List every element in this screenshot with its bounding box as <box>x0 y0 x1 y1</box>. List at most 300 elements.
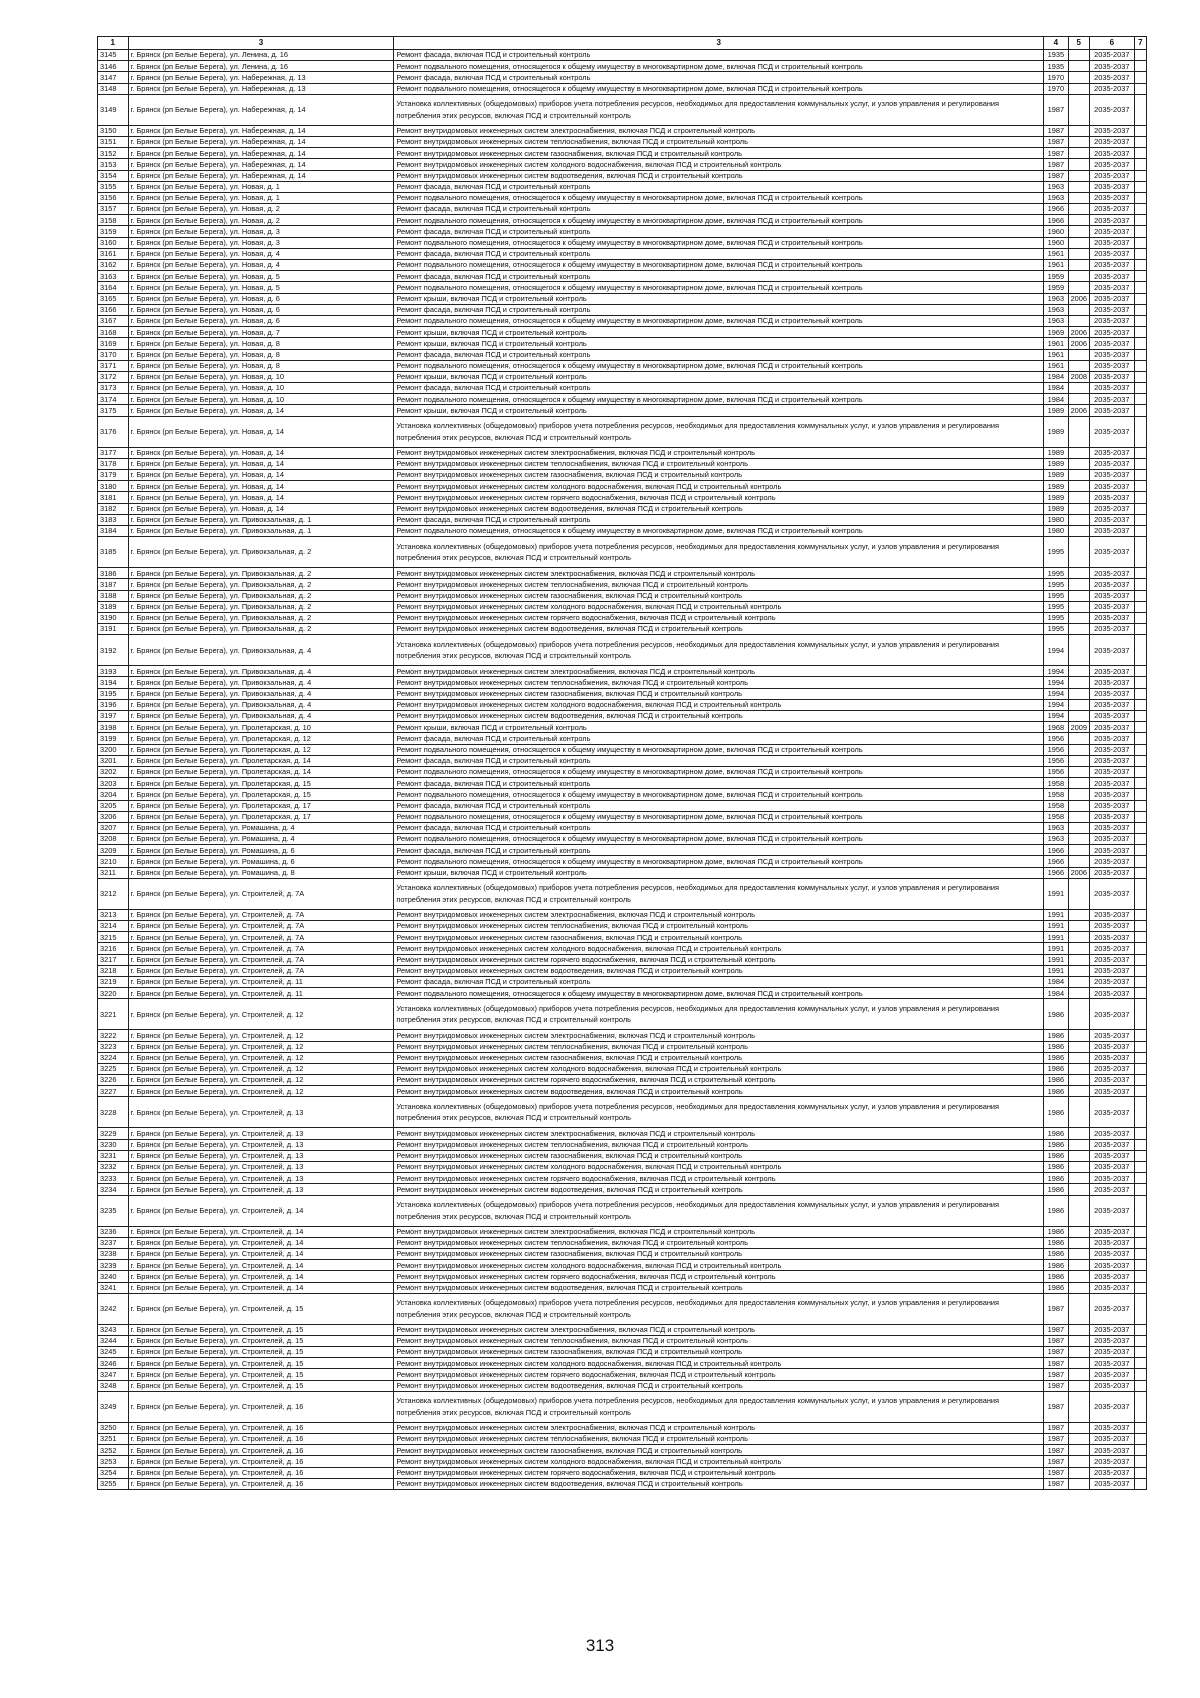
year-built-cell: 1963 <box>1044 293 1068 304</box>
year-built-cell: 1966 <box>1044 204 1068 215</box>
planned-period-cell: 2035-2037 <box>1089 1335 1134 1346</box>
note-cell <box>1134 1128 1146 1139</box>
planned-period-cell: 2035-2037 <box>1089 514 1134 525</box>
note-cell <box>1134 1380 1146 1391</box>
address-cell: г. Брянск (рп Белые Берега), ул. Новая, д. 10 <box>128 394 394 405</box>
table-row <box>98 282 1147 293</box>
address-cell: г. Брянск (рп Белые Берега), ул. Набережная, д. 14 <box>128 170 394 181</box>
planned-period-cell: 2035-2037 <box>1089 1282 1134 1293</box>
note-cell <box>1134 125 1146 136</box>
last-repair-year-cell <box>1068 1173 1089 1184</box>
last-repair-year-cell <box>1068 148 1089 159</box>
work-type-cell: Установка коллективных (общедомовых) приборов учета потребления ресурсов, необходимых для предоставления коммунальных услуг, и узлов управления и регулирования потребления этих ресурсов, включая ПСД и строительный контроль <box>394 1097 1044 1128</box>
planned-period-cell: 2035-2037 <box>1089 1260 1134 1271</box>
note-cell <box>1134 237 1146 248</box>
table-row <box>98 1173 1147 1184</box>
row-number: 3182 <box>98 503 129 514</box>
row-number: 3150 <box>98 125 129 136</box>
note-cell <box>1134 1150 1146 1161</box>
planned-period-cell: 2035-2037 <box>1089 590 1134 601</box>
note-cell <box>1134 635 1146 666</box>
row-number: 3181 <box>98 492 129 503</box>
planned-period-cell: 2035-2037 <box>1089 800 1134 811</box>
work-type-cell: Ремонт фасада, включая ПСД и строительный контроль <box>394 778 1044 789</box>
note-cell <box>1134 72 1146 83</box>
year-built-cell: 1986 <box>1044 1097 1068 1128</box>
last-repair-year-cell <box>1068 1052 1089 1063</box>
row-number: 3212 <box>98 878 129 909</box>
note-cell <box>1134 988 1146 999</box>
planned-period-cell: 2035-2037 <box>1089 1150 1134 1161</box>
note-cell <box>1134 248 1146 259</box>
table-row <box>98 822 1147 833</box>
note-cell <box>1134 1226 1146 1237</box>
planned-period-cell: 2035-2037 <box>1089 755 1134 766</box>
planned-period-cell: 2035-2037 <box>1089 976 1134 987</box>
table-row <box>98 1260 1147 1271</box>
row-number: 3189 <box>98 601 129 612</box>
planned-period-cell: 2035-2037 <box>1089 1271 1134 1282</box>
work-type-cell: Ремонт внутридомовых инженерных систем холодного водоснабжения, включая ПСД и строительный контроль <box>394 481 1044 492</box>
year-built-cell: 1986 <box>1044 1260 1068 1271</box>
note-cell <box>1134 136 1146 147</box>
work-type-cell: Ремонт подвального помещения, относящегося к общему имуществу в многоквартирном доме, включая ПСД и строительный контроль <box>394 215 1044 226</box>
last-repair-year-cell <box>1068 965 1089 976</box>
table-row <box>98 1128 1147 1139</box>
last-repair-year-cell <box>1068 360 1089 371</box>
row-number: 3169 <box>98 338 129 349</box>
last-repair-year-cell <box>1068 525 1089 536</box>
address-cell: г. Брянск (рп Белые Берега), ул. Новая, д. 14 <box>128 481 394 492</box>
row-number: 3251 <box>98 1434 129 1445</box>
page-number: 313 <box>585 1636 615 1655</box>
note-cell <box>1134 677 1146 688</box>
row-number: 3247 <box>98 1369 129 1380</box>
row-number: 3233 <box>98 1173 129 1184</box>
year-built-cell: 1989 <box>1044 470 1068 481</box>
address-cell: г. Брянск (рп Белые Берега), ул. Привокзальная, д. 2 <box>128 590 394 601</box>
note-cell <box>1134 61 1146 72</box>
work-type-cell: Ремонт внутридомовых инженерных систем теплоснабжения, включая ПСД и строительный контроль <box>394 677 1044 688</box>
note-cell <box>1134 1467 1146 1478</box>
work-type-cell: Ремонт внутридомовых инженерных систем электроснабжения, включая ПСД и строительный контроль <box>394 125 1044 136</box>
row-number: 3225 <box>98 1063 129 1074</box>
last-repair-year-cell <box>1068 159 1089 170</box>
note-cell <box>1134 260 1146 271</box>
row-number: 3219 <box>98 976 129 987</box>
table-row <box>98 416 1147 447</box>
last-repair-year-cell <box>1068 1358 1089 1369</box>
work-type-cell: Ремонт фасада, включая ПСД и строительный контроль <box>394 976 1044 987</box>
table-row <box>98 537 1147 568</box>
table-row <box>98 1324 1147 1335</box>
table-row <box>98 50 1147 61</box>
planned-period-cell: 2035-2037 <box>1089 778 1134 789</box>
year-built-cell: 1987 <box>1044 1369 1068 1380</box>
row-number: 3145 <box>98 50 129 61</box>
work-type-cell: Ремонт внутридомовых инженерных систем горячего водоснабжения, включая ПСД и строительный контроль <box>394 1467 1044 1478</box>
work-type-cell: Ремонт внутридомовых инженерных систем водоотведения, включая ПСД и строительный контроль <box>394 503 1044 514</box>
address-cell: г. Брянск (рп Белые Берега), ул. Строителей, д. 13 <box>128 1150 394 1161</box>
year-built-cell: 1989 <box>1044 416 1068 447</box>
address-cell: г. Брянск (рп Белые Берега), ул. Новая, д. 10 <box>128 371 394 382</box>
address-cell: г. Брянск (рп Белые Берега), ул. Привокзальная, д. 2 <box>128 601 394 612</box>
year-built-cell: 1989 <box>1044 405 1068 416</box>
note-cell <box>1134 778 1146 789</box>
note-cell <box>1134 1097 1146 1128</box>
work-type-cell: Ремонт подвального помещения, относящегося к общему имуществу в многоквартирном доме, включая ПСД и строительный контроль <box>394 988 1044 999</box>
planned-period-cell: 2035-2037 <box>1089 1075 1134 1086</box>
address-cell: г. Брянск (рп Белые Берега), ул. Набережная, д. 14 <box>128 94 394 125</box>
year-built-cell: 1994 <box>1044 688 1068 699</box>
planned-period-cell: 2035-2037 <box>1089 304 1134 315</box>
year-built-cell: 1987 <box>1044 136 1068 147</box>
planned-period-cell: 2035-2037 <box>1089 383 1134 394</box>
work-type-cell: Ремонт подвального помещения, относящегося к общему имуществу в многоквартирном доме, включая ПСД и строительный контроль <box>394 360 1044 371</box>
address-cell: г. Брянск (рп Белые Берега), ул. Привокзальная, д. 2 <box>128 612 394 623</box>
last-repair-year-cell <box>1068 181 1089 192</box>
note-cell <box>1134 315 1146 326</box>
address-cell: г. Брянск (рп Белые Берега), ул. Строителей, д. 13 <box>128 1139 394 1150</box>
note-cell <box>1134 878 1146 909</box>
note-cell <box>1134 525 1146 536</box>
planned-period-cell: 2035-2037 <box>1089 988 1134 999</box>
last-repair-year-cell <box>1068 94 1089 125</box>
note-cell <box>1134 590 1146 601</box>
note-cell <box>1134 1391 1146 1422</box>
last-repair-year-cell <box>1068 1195 1089 1226</box>
planned-period-cell: 2035-2037 <box>1089 470 1134 481</box>
year-built-cell: 1995 <box>1044 590 1068 601</box>
note-cell <box>1134 909 1146 920</box>
work-type-cell: Ремонт внутридомовых инженерных систем теплоснабжения, включая ПСД и строительный контроль <box>394 136 1044 147</box>
planned-period-cell: 2035-2037 <box>1089 612 1134 623</box>
last-repair-year-cell <box>1068 733 1089 744</box>
table-row <box>98 481 1147 492</box>
work-type-cell: Ремонт фасада, включая ПСД и строительный контроль <box>394 822 1044 833</box>
last-repair-year-cell <box>1068 282 1089 293</box>
row-number: 3188 <box>98 590 129 601</box>
note-cell <box>1134 1195 1146 1226</box>
table-row <box>98 1391 1147 1422</box>
last-repair-year-cell <box>1068 1184 1089 1195</box>
last-repair-year-cell <box>1068 204 1089 215</box>
planned-period-cell: 2035-2037 <box>1089 170 1134 181</box>
year-built-cell: 1958 <box>1044 800 1068 811</box>
last-repair-year-cell <box>1068 666 1089 677</box>
table-row <box>98 976 1147 987</box>
table-row <box>98 755 1147 766</box>
last-repair-year-cell <box>1068 811 1089 822</box>
last-repair-year-cell: 2006 <box>1068 867 1089 878</box>
work-type-cell: Ремонт подвального помещения, относящегося к общему имуществу в многоквартирном доме, включая ПСД и строительный контроль <box>394 192 1044 203</box>
planned-period-cell: 2035-2037 <box>1089 579 1134 590</box>
work-type-cell: Ремонт внутридомовых инженерных систем водоотведения, включая ПСД и строительный контроль <box>394 1184 1044 1195</box>
year-built-cell: 1991 <box>1044 943 1068 954</box>
planned-period-cell: 2035-2037 <box>1089 635 1134 666</box>
work-type-cell: Ремонт внутридомовых инженерных систем холодного водоснабжения, включая ПСД и строительный контроль <box>394 1456 1044 1467</box>
planned-period-cell: 2035-2037 <box>1089 1173 1134 1184</box>
row-number: 3234 <box>98 1184 129 1195</box>
year-built-cell: 1987 <box>1044 1293 1068 1324</box>
year-built-cell: 1969 <box>1044 327 1068 338</box>
note-cell <box>1134 1086 1146 1097</box>
row-number: 3175 <box>98 405 129 416</box>
note-cell <box>1134 1030 1146 1041</box>
year-built-cell: 1966 <box>1044 845 1068 856</box>
work-type-cell: Ремонт внутридомовых инженерных систем горячего водоснабжения, включая ПСД и строительный контроль <box>394 612 1044 623</box>
note-cell <box>1134 1445 1146 1456</box>
planned-period-cell: 2035-2037 <box>1089 271 1134 282</box>
year-built-cell: 1987 <box>1044 1380 1068 1391</box>
planned-period-cell: 2035-2037 <box>1089 83 1134 94</box>
work-type-cell: Ремонт внутридомовых инженерных систем теплоснабжения, включая ПСД и строительный контроль <box>394 1041 1044 1052</box>
year-built-cell: 1984 <box>1044 383 1068 394</box>
note-cell <box>1134 447 1146 458</box>
address-cell: г. Брянск (рп Белые Берега), ул. Новая, д. 6 <box>128 293 394 304</box>
table-row <box>98 260 1147 271</box>
planned-period-cell: 2035-2037 <box>1089 1445 1134 1456</box>
year-built-cell: 1963 <box>1044 834 1068 845</box>
planned-period-cell: 2035-2037 <box>1089 1030 1134 1041</box>
last-repair-year-cell <box>1068 50 1089 61</box>
work-type-cell: Ремонт фасада, включая ПСД и строительный контроль <box>394 845 1044 856</box>
work-type-cell: Ремонт внутридомовых инженерных систем горячего водоснабжения, включая ПСД и строительный контроль <box>394 1271 1044 1282</box>
year-built-cell: 1989 <box>1044 458 1068 469</box>
planned-period-cell: 2035-2037 <box>1089 525 1134 536</box>
table-row <box>98 237 1147 248</box>
year-built-cell: 1991 <box>1044 965 1068 976</box>
year-built-cell: 1986 <box>1044 1237 1068 1248</box>
note-cell <box>1134 999 1146 1030</box>
planned-period-cell: 2035-2037 <box>1089 125 1134 136</box>
last-repair-year-cell <box>1068 1226 1089 1237</box>
table-row <box>98 192 1147 203</box>
last-repair-year-cell <box>1068 921 1089 932</box>
last-repair-year-cell <box>1068 537 1089 568</box>
planned-period-cell: 2035-2037 <box>1089 666 1134 677</box>
last-repair-year-cell <box>1068 481 1089 492</box>
last-repair-year-cell <box>1068 260 1089 271</box>
planned-period-cell: 2035-2037 <box>1089 1293 1134 1324</box>
year-built-cell: 1986 <box>1044 1282 1068 1293</box>
planned-period-cell: 2035-2037 <box>1089 315 1134 326</box>
year-built-cell: 1994 <box>1044 711 1068 722</box>
work-type-cell: Ремонт внутридомовых инженерных систем теплоснабжения, включая ПСД и строительный контроль <box>394 1434 1044 1445</box>
planned-period-cell: 2035-2037 <box>1089 766 1134 777</box>
address-cell: г. Брянск (рп Белые Берега), ул. Строителей, д. 12 <box>128 1075 394 1086</box>
table-row <box>98 1150 1147 1161</box>
year-built-cell: 1987 <box>1044 1467 1068 1478</box>
row-number: 3236 <box>98 1226 129 1237</box>
last-repair-year-cell <box>1068 1369 1089 1380</box>
note-cell <box>1134 514 1146 525</box>
table-row <box>98 338 1147 349</box>
address-cell: г. Брянск (рп Белые Берега), ул. Новая, д. 4 <box>128 260 394 271</box>
planned-period-cell: 2035-2037 <box>1089 677 1134 688</box>
year-built-cell: 1961 <box>1044 349 1068 360</box>
year-built-cell: 1986 <box>1044 1226 1068 1237</box>
row-number: 3205 <box>98 800 129 811</box>
header-col-3: 3 <box>394 37 1044 50</box>
table-row <box>98 1445 1147 1456</box>
last-repair-year-cell: 2006 <box>1068 405 1089 416</box>
row-number: 3165 <box>98 293 129 304</box>
note-cell <box>1134 1324 1146 1335</box>
last-repair-year-cell <box>1068 383 1089 394</box>
planned-period-cell: 2035-2037 <box>1089 447 1134 458</box>
planned-period-cell: 2035-2037 <box>1089 722 1134 733</box>
table-row <box>98 988 1147 999</box>
last-repair-year-cell <box>1068 1075 1089 1086</box>
work-type-cell: Ремонт внутридомовых инженерных систем теплоснабжения, включая ПСД и строительный контроль <box>394 1139 1044 1150</box>
work-type-cell: Ремонт внутридомовых инженерных систем газоснабжения, включая ПСД и строительный контроль <box>394 1445 1044 1456</box>
year-built-cell: 1994 <box>1044 677 1068 688</box>
year-built-cell: 1959 <box>1044 271 1068 282</box>
header-col-1: 1 <box>98 37 129 50</box>
address-cell: г. Брянск (рп Белые Берега), ул. Строителей, д. 7А <box>128 932 394 943</box>
address-cell: г. Брянск (рп Белые Берега), ул. Строителей, д. 16 <box>128 1467 394 1478</box>
address-cell: г. Брянск (рп Белые Берега), ул. Строителей, д. 16 <box>128 1456 394 1467</box>
note-cell <box>1134 470 1146 481</box>
table-row <box>98 525 1147 536</box>
last-repair-year-cell <box>1068 943 1089 954</box>
note-cell <box>1134 215 1146 226</box>
year-built-cell: 1989 <box>1044 503 1068 514</box>
work-type-cell: Ремонт внутридомовых инженерных систем водоотведения, включая ПСД и строительный контроль <box>394 1086 1044 1097</box>
work-type-cell: Ремонт внутридомовых инженерных систем холодного водоснабжения, включая ПСД и строительный контроль <box>394 601 1044 612</box>
last-repair-year-cell <box>1068 778 1089 789</box>
work-type-cell: Ремонт подвального помещения, относящегося к общему имуществу в многоквартирном доме, включая ПСД и строительный контроль <box>394 315 1044 326</box>
table-row <box>98 304 1147 315</box>
work-type-cell: Ремонт фасада, включая ПСД и строительный контроль <box>394 50 1044 61</box>
work-type-cell: Ремонт подвального помещения, относящегося к общему имуществу в многоквартирном доме, включая ПСД и строительный контроль <box>394 282 1044 293</box>
planned-period-cell: 2035-2037 <box>1089 1248 1134 1259</box>
planned-period-cell: 2035-2037 <box>1089 999 1134 1030</box>
last-repair-year-cell <box>1068 1248 1089 1259</box>
planned-period-cell: 2035-2037 <box>1089 416 1134 447</box>
table-row <box>98 360 1147 371</box>
last-repair-year-cell <box>1068 744 1089 755</box>
row-number: 3180 <box>98 481 129 492</box>
year-built-cell: 1987 <box>1044 1358 1068 1369</box>
table-row <box>98 470 1147 481</box>
row-number: 3186 <box>98 568 129 579</box>
table-row <box>98 1195 1147 1226</box>
year-built-cell: 1984 <box>1044 988 1068 999</box>
address-cell: г. Брянск (рп Белые Берега), ул. Новая, д. 5 <box>128 282 394 293</box>
last-repair-year-cell <box>1068 1030 1089 1041</box>
year-built-cell: 1980 <box>1044 525 1068 536</box>
planned-period-cell: 2035-2037 <box>1089 878 1134 909</box>
row-number: 3222 <box>98 1030 129 1041</box>
table-row <box>98 371 1147 382</box>
planned-period-cell: 2035-2037 <box>1089 943 1134 954</box>
year-built-cell: 1991 <box>1044 921 1068 932</box>
year-built-cell: 1986 <box>1044 1162 1068 1173</box>
table-row <box>98 845 1147 856</box>
row-number: 3167 <box>98 315 129 326</box>
year-built-cell: 1986 <box>1044 1195 1068 1226</box>
address-cell: г. Брянск (рп Белые Берега), ул. Строителей, д. 15 <box>128 1380 394 1391</box>
planned-period-cell: 2035-2037 <box>1089 327 1134 338</box>
planned-period-cell: 2035-2037 <box>1089 1369 1134 1380</box>
table-row <box>98 1248 1147 1259</box>
table-row <box>98 94 1147 125</box>
row-number: 3166 <box>98 304 129 315</box>
row-number: 3192 <box>98 635 129 666</box>
note-cell <box>1134 1282 1146 1293</box>
row-number: 3170 <box>98 349 129 360</box>
work-type-cell: Ремонт фасада, включая ПСД и строительный контроль <box>394 181 1044 192</box>
year-built-cell: 1995 <box>1044 537 1068 568</box>
address-cell: г. Брянск (рп Белые Берега), ул. Новая, д. 3 <box>128 237 394 248</box>
year-built-cell: 1960 <box>1044 226 1068 237</box>
row-number: 3239 <box>98 1260 129 1271</box>
table-row <box>98 83 1147 94</box>
address-cell: г. Брянск (рп Белые Берега), ул. Строителей, д. 14 <box>128 1226 394 1237</box>
address-cell: г. Брянск (рп Белые Берега), ул. Строителей, д. 7А <box>128 909 394 920</box>
year-built-cell: 1987 <box>1044 94 1068 125</box>
row-number: 3241 <box>98 1282 129 1293</box>
planned-period-cell: 2035-2037 <box>1089 909 1134 920</box>
year-built-cell: 1980 <box>1044 514 1068 525</box>
table-row <box>98 677 1147 688</box>
table-row <box>98 293 1147 304</box>
note-cell <box>1134 845 1146 856</box>
address-cell: г. Брянск (рп Белые Берега), ул. Строителей, д. 15 <box>128 1369 394 1380</box>
year-built-cell: 1987 <box>1044 170 1068 181</box>
address-cell: г. Брянск (рп Белые Берега), ул. Строителей, д. 12 <box>128 1041 394 1052</box>
planned-period-cell: 2035-2037 <box>1089 204 1134 215</box>
address-cell: г. Брянск (рп Белые Берега), ул. Строителей, д. 13 <box>128 1128 394 1139</box>
planned-period-cell: 2035-2037 <box>1089 159 1134 170</box>
note-cell <box>1134 371 1146 382</box>
work-type-cell: Ремонт внутридомовых инженерных систем водоотведения, включая ПСД и строительный контроль <box>394 1282 1044 1293</box>
table-row <box>98 1335 1147 1346</box>
note-cell <box>1134 612 1146 623</box>
planned-period-cell: 2035-2037 <box>1089 601 1134 612</box>
year-built-cell: 1956 <box>1044 766 1068 777</box>
address-cell: г. Брянск (рп Белые Берега), ул. Привокзальная, д. 2 <box>128 568 394 579</box>
table-row <box>98 514 1147 525</box>
work-type-cell: Ремонт подвального помещения, относящегося к общему имуществу в многоквартирном доме, включая ПСД и строительный контроль <box>394 83 1044 94</box>
year-built-cell: 1987 <box>1044 1347 1068 1358</box>
planned-period-cell: 2035-2037 <box>1089 148 1134 159</box>
note-cell <box>1134 965 1146 976</box>
note-cell <box>1134 458 1146 469</box>
last-repair-year-cell <box>1068 458 1089 469</box>
address-cell: г. Брянск (рп Белые Берега), ул. Строителей, д. 7А <box>128 954 394 965</box>
row-number: 3168 <box>98 327 129 338</box>
table-row <box>98 394 1147 405</box>
row-number: 3227 <box>98 1086 129 1097</box>
note-cell <box>1134 226 1146 237</box>
note-cell <box>1134 1173 1146 1184</box>
work-type-cell: Ремонт внутридомовых инженерных систем электроснабжения, включая ПСД и строительный контроль <box>394 1128 1044 1139</box>
row-number: 3148 <box>98 83 129 94</box>
row-number: 3220 <box>98 988 129 999</box>
work-type-cell: Ремонт крыши, включая ПСД и строительный контроль <box>394 338 1044 349</box>
row-number: 3243 <box>98 1324 129 1335</box>
year-built-cell: 1961 <box>1044 248 1068 259</box>
row-number: 3235 <box>98 1195 129 1226</box>
note-cell <box>1134 601 1146 612</box>
year-built-cell: 1991 <box>1044 932 1068 943</box>
row-number: 3248 <box>98 1380 129 1391</box>
year-built-cell: 1935 <box>1044 50 1068 61</box>
note-cell <box>1134 405 1146 416</box>
